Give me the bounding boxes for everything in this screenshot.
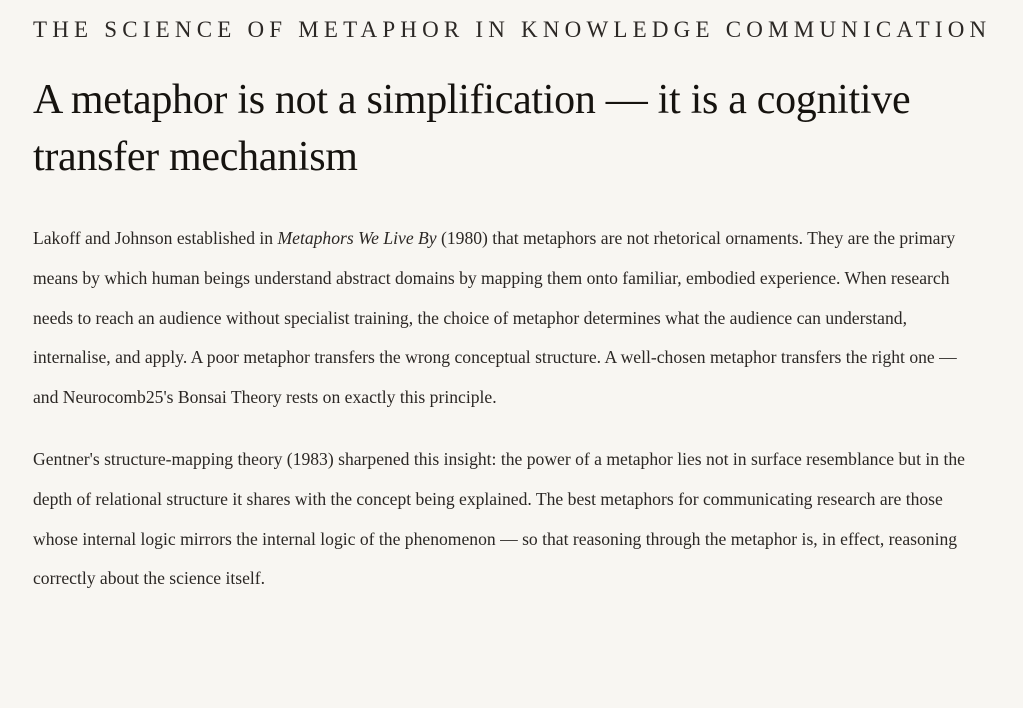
paragraph-1-intro: Lakoff and Johnson established in bbox=[33, 228, 278, 248]
paragraph-1-body: (1980) that metaphors are not rhetorical ornaments. They are the primary means by which human beings understand abstract domains by mapping them onto familiar, embodied experience. When research needs to reach an audience without specialist training, the choice of metaphor determines what the audience can understand, internalise, and apply. A poor metaphor transfers the wrong conceptual structure. A well-chosen metaphor transfers the right one — and Neurocomb25's Bonsai Theory rests on exactly this principle. bbox=[33, 228, 957, 408]
book-title: Metaphors We Live By bbox=[277, 228, 437, 248]
paragraph-lakoff-johnson bbox=[33, 219, 973, 418]
paragraph-gentner: Gentner's structure-mapping theory (1983) sharpened this insight: the power of a metaphor lies not in surface resemblance but in the depth of relational structure it shares with the concept being explained. The best metaphors for communicating research are those whose internal logic mirrors the internal logic of the phenomenon — so that reasoning through the metaphor is, in effect, reasoning correctly about the science itself. bbox=[33, 448, 965, 589]
section-kicker: THE SCIENCE OF METAPHOR IN KNOWLEDGE COMMUNICATION bbox=[33, 17, 992, 42]
article-headline: A metaphor is not a simplification — it is a cognitive transfer mechanism bbox=[33, 77, 911, 180]
